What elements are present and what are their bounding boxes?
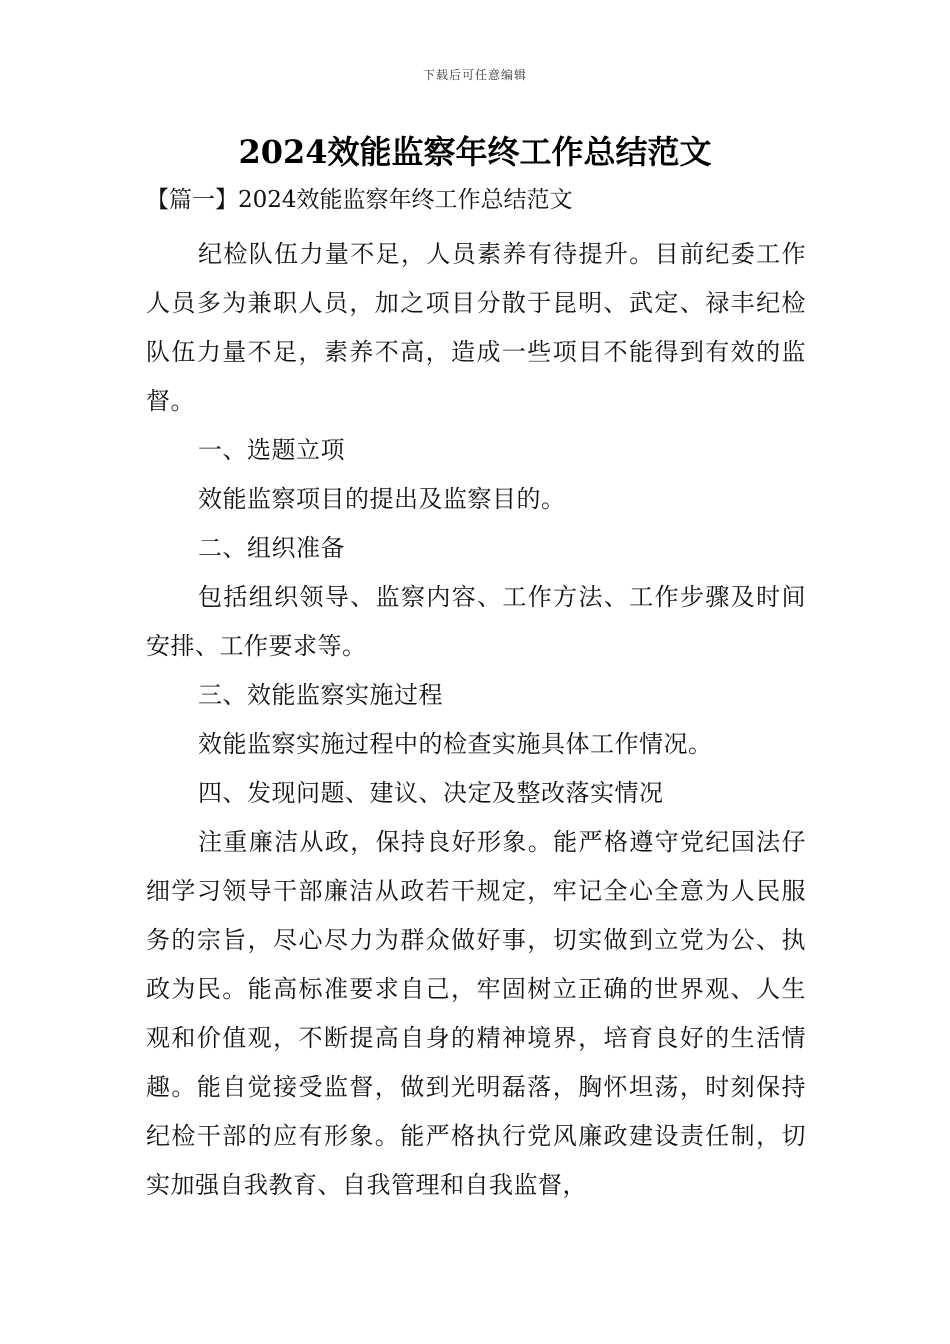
paragraph-organization: 包括组织领导、监察内容、工作方法、工作步骤及时间安排、工作要求等。: [146, 583, 806, 660]
paragraph-implementation: 效能监察实施过程中的检查实施具体工作情况。: [198, 730, 713, 758]
document-title: 2024效能监察年终工作总结范文: [238, 133, 712, 171]
subheading-findings: 四、发现问题、建议、决定及整改落实情况: [198, 779, 664, 807]
subheading-organization: 二、组织准备: [198, 534, 345, 562]
header-note: 下载后可任意编辑: [422, 68, 527, 82]
paragraph-topic-selection: 效能监察项目的提出及监察目的。: [198, 485, 566, 513]
paragraph-findings: 注重廉洁从政，保持良好形象。能严格遵守党纪国法仔细学习领导干部廉洁从政若干规定，牢记全心全意为人民服务的宗旨，尽心尽力为群众做好事，切实做到立党为公、执政为民。能高标准要求自己，牢固树立正确的世界观、人生观和价值观，不断提高自身的精神境界，培育良好的生活情趣。能自觉接受监督，做到光明磊落，胸怀坦荡，时刻保持纪检干部的应有形象。能严格执行党风廉政建设责任制，切实加强自我教育、自我管理和自我监督，: [146, 828, 806, 1199]
paragraph-intro: 纪检队伍力量不足，人员素养有待提升。目前纪委工作人员多为兼职人员，加之项目分散于昆明、武定、禄丰纪检队伍力量不足，素养不高，造成一些项目不能得到有效的监督。: [146, 240, 806, 415]
section-heading: 【篇一】2024效能监察年终工作总结范文: [146, 187, 573, 213]
subheading-topic-selection: 一、选题立项: [198, 436, 345, 464]
subheading-implementation: 三、效能监察实施过程: [198, 681, 443, 709]
document-body: [146, 230, 806, 1210]
